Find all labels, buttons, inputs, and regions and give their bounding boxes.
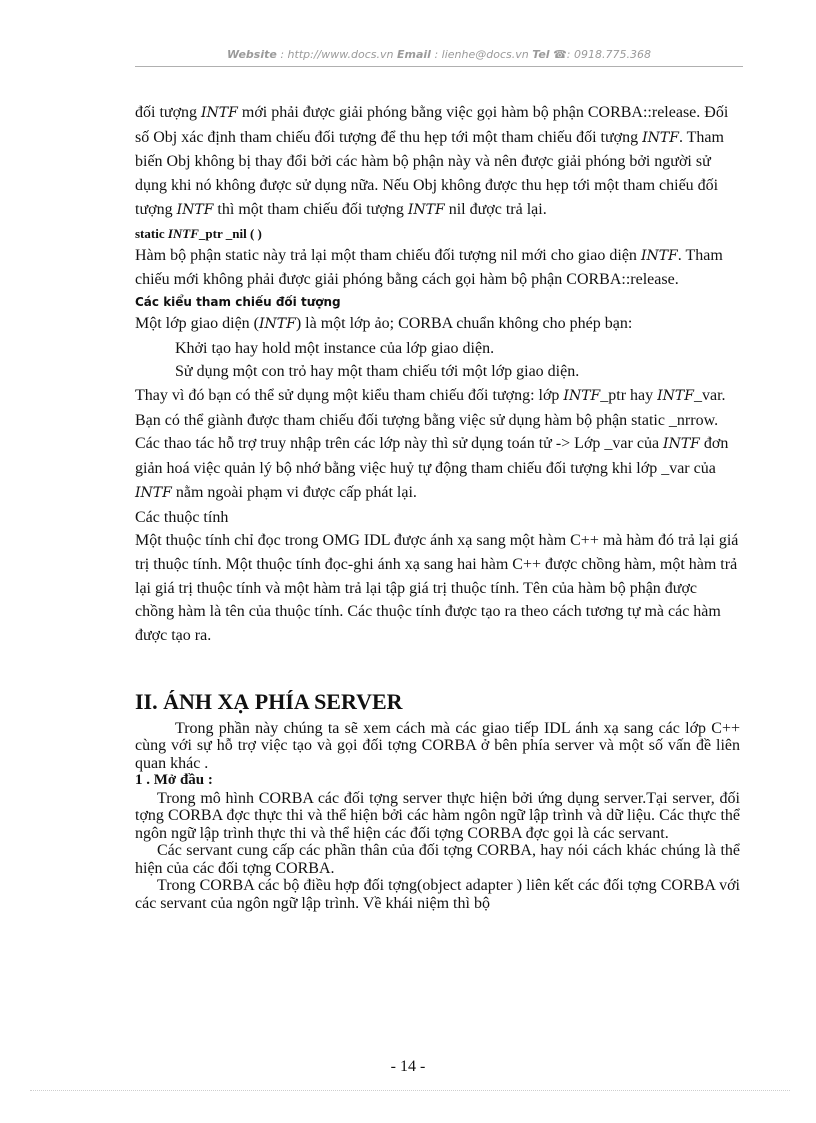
heading-attributes: Các thuộc tính xyxy=(135,508,229,526)
website-label: Website xyxy=(227,48,277,61)
paragraph-release: đối tượng INTF mới phải được giải phóng bằng việc gọi hàm bộ phận CORBA::release. Đối số Obj xác định tham chiếu đối tượng để thu hẹp tới một tham chiếu đối tượng INTF. Tham biến Obj không bị thay đổi bởi các hàm bộ phận này và nên được giải phóng bởi người sử dụng khi nó không được sử dụng nữa. Nếu Obj không được thu hẹp tới một tham chiếu đối tượng INTF thì một tham chiếu đối tượng INTF nil được trả lại. xyxy=(135,104,729,218)
page-number: - 14 - xyxy=(390,1058,426,1075)
email-label: Email xyxy=(397,48,431,61)
paragraph-servant-body: Các servant cung cấp các phần thân của đối tợng CORBA, hay nói cách khác chúng là thể hiện của các đối tợng CORBA. xyxy=(135,842,740,877)
subsection-heading: 1 . Mở đầu : xyxy=(135,772,213,789)
paragraph-object-adapter: Trong CORBA các bộ điều hợp đối tợng(object adapter ) liên kết các đối tợng CORBA với các servant của ngôn ngữ lập trình. Về khái niệm thì bộ xyxy=(135,877,740,912)
paragraph-attributes: Một thuộc tính chỉ đọc trong OMG IDL được ánh xạ sang một hàm C++ mà hàm đó trả lại giá trị thuộc tính. Một thuộc tính đọc-ghi ánh xạ sang hai hàm C++ được chồng hàm, một hàm trả lại giá trị thuộc tính và một hàm trả lại tập giá trị thuộc tính. Tên của hàm bộ phận được chồng hàm là tên của thuộc tính. Các thuộc tính được tạo ra theo cách tương tự mà các hàm được tạo ra. xyxy=(135,532,739,645)
phone-number: ☎: 0918.775.368 xyxy=(553,48,651,61)
paragraph-nil: Hàm bộ phận static này trả lại một tham chiếu đối tượng nil mới cho giao diện INTF. Tham chiếu mới không phải được giải phóng bằng cách gọi hàm bộ phận CORBA::release. xyxy=(135,246,723,289)
section-intro: Trong phần này chúng ta sẽ xem cách mà các giao tiếp IDL ánh xạ sang các lớp C++ cùng với sự hỗ trợ việc tạo và gọi đối tợng CORBA ở bên phía server và một số vấn đề liên quan khác . xyxy=(135,719,740,772)
bottom-divider xyxy=(30,1090,790,1091)
paragraph-ptr-var: Thay vì đó bạn có thể sử dụng một kiểu tham chiếu đối tượng: lớp INTF_ptr hay INTF_var. xyxy=(135,387,726,405)
paragraph-narrow: Bạn có thể giành được tham chiếu đối tượng bằng việc sử dụng hàm bộ phận static _nrrow. Các thao tác hỗ trợ truy nhập trên các lớp này thì sử dụng toán tử -> Lớp _var của INTF đơn giản hoá việc quản lý bộ nhớ bằng việc huỷ tự động tham chiếu đối tượng khi lớp _var của INTF nằm ngoài phạm vi được cấp phát lại. xyxy=(135,411,729,501)
list-item: Sử dụng một con trỏ hay một tham chiếu tới một lớp giao diện. xyxy=(175,363,580,381)
page-content xyxy=(135,101,740,912)
page-header xyxy=(135,48,743,68)
section-title: II. ÁNH XẠ PHÍA SERVER xyxy=(135,688,403,714)
header-divider xyxy=(135,66,743,67)
list-item: Khởi tạo hay hold một instance của lớp giao diện. xyxy=(175,339,495,357)
tel-label: Tel xyxy=(532,48,550,61)
heading-reference-types: Các kiểu tham chiếu đối tượng xyxy=(135,294,341,309)
email-address: : lienhe@docs.vn xyxy=(434,48,529,61)
paragraph-interface-class: Một lớp giao diện (INTF) là một lớp ảo; CORBA chuẩn không cho phép bạn: xyxy=(135,314,633,332)
nil-signature: static INTF_ptr _nil ( ) xyxy=(135,225,262,241)
paragraph-servant: Trong mô hình CORBA các đối tợng server thực hiện bởi ứng dụng server.Tại server, đối tợng CORBA đợc thực thi và thể hiện bởi các hàm ngôn ngữ lập trình và dữ liệu. Các thực thể ngôn ngữ lập trình thực thi và thể hiện các đối tợng CORBA đợc gọi là các servant. xyxy=(135,789,740,842)
website-url: : http://www.docs.vn xyxy=(280,48,394,61)
